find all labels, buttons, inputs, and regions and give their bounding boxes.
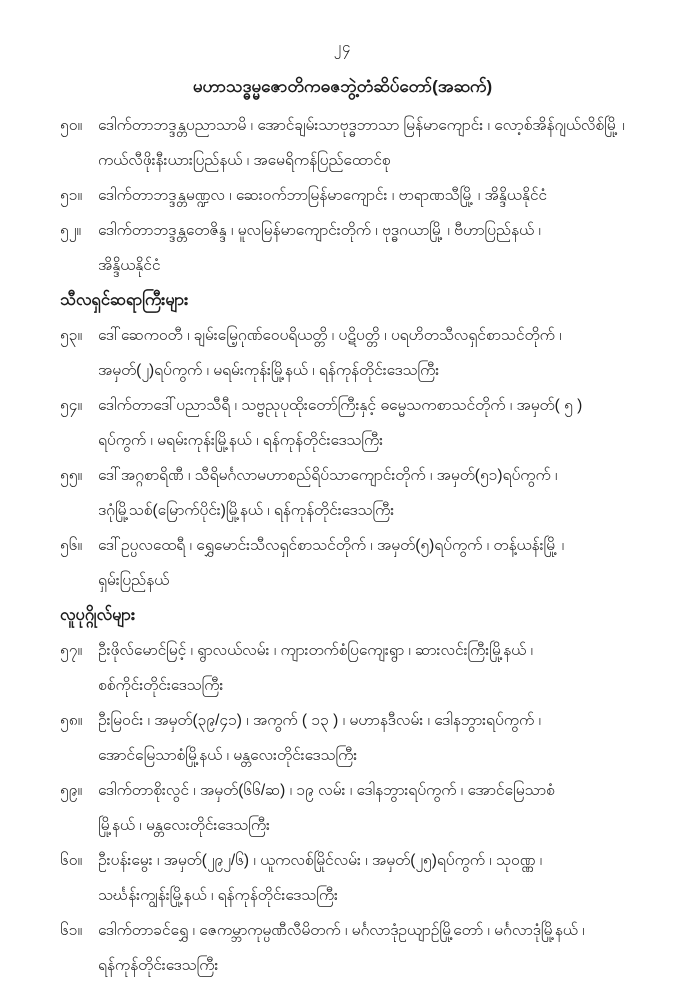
entry-continuation: စစ်ကိုင်းတိုင်းဒေသကြီး: [98, 677, 224, 694]
entry-continuation: မြို့နယ် ၊ မန္တလေးတိုင်းဒေသကြီး: [98, 817, 270, 834]
entry-text: ဦးပန်းမွေး ၊ အမှတ်(၂၉၂/၆) ၊ ယူကလစ်မြိုင်လမ်း ၊ အမှတ်(၂၅)ရပ်ကွက် ၊ သုဝဏ္ဏ ၊: [98, 852, 543, 869]
page-number: ၂၄: [333, 39, 352, 56]
entry-row: [60, 773, 625, 808]
entry-row: [60, 178, 625, 213]
entry-continuation: ရန်ကုန်တိုင်းဒေသကြီး: [98, 957, 219, 974]
entry-row: [60, 318, 625, 353]
entry-number: ၅၉။: [60, 782, 83, 799]
entry-text: ဒေါ်အဂ္ဂစာရိဏီ ၊ သီရိမင်္ဂလာမဟာစည်ရိပ်သာကျောင်းတိုက် ၊ အမှတ်(၅၁)ရပ်ကွက် ၊: [98, 467, 558, 484]
entry-row: [60, 213, 625, 248]
entry-continuation: အောင်မြေသာစံမြို့နယ် ၊ မန္တလေးတိုင်းဒေသကြီး: [98, 747, 358, 764]
entry-row: [60, 528, 625, 563]
entry-row: [60, 458, 625, 493]
entry-row: [60, 633, 625, 668]
entry-text: ဒေါ်ဆေကဝတီ ၊ ချမ်းမြေ့ဂုဏ်ဝေပရိယတ္တိ ၊ ပဋိပတ္တိ ၊ ပရဟိတသီလရှင်စာသင်တိုက် ၊: [98, 327, 562, 344]
entry-continuation: အမှတ်(၂)ရပ်ကွက် ၊ မရမ်းကုန်းမြို့နယ် ၊ ရန်ကုန်တိုင်းဒေသကြီး: [98, 362, 440, 379]
page-title: မဟာသဒ္ဓမ္မဇောတိကဓဇဘွဲ့တံဆိပ်တော်(အဆက်): [192, 77, 493, 96]
entry-text: ဒေါ်ဥပ္ပလထေရီ ၊ ရွှေမောင်းသီလရှင်စာသင်တိုက် ၊ အမှတ်(၅)ရပ်ကွက် ၊ တန့်ယန်းမြို့ ၊: [98, 537, 565, 554]
entry-text: ဒေါက်တာစိုးလွင် ၊ အမှတ်(၆၆/ဆ) ၊ ၁၉ လမ်း ၊ ဒေါနဘွားရပ်ကွက် ၊ အောင်မြေသာစံ: [98, 782, 555, 799]
entry-row: [60, 108, 625, 143]
entry-row: [60, 913, 625, 948]
entry-number: ၅၀။: [60, 117, 83, 134]
entry-number: ၅၅။: [60, 467, 83, 484]
entry-number: ၅၁။: [60, 187, 83, 204]
entry-text: ဦးဖိုလ်မောင်မြင့် ၊ ရွာလယ်လမ်း ၊ ကျားတက်စံပြကျေးရွာ ၊ ဆားလင်းကြီးမြို့နယ် ၊: [98, 642, 533, 659]
entry-number: ၅၂။: [60, 222, 82, 239]
entry-number: ၆၀။: [60, 852, 83, 869]
entry-continuation: ဒဂုံမြို့သစ်(မြောက်ပိုင်း)မြို့နယ် ၊ ရန်ကုန်တိုင်းဒေသကြီး: [98, 502, 395, 519]
entry-row: [60, 843, 625, 878]
entry-text: ဒေါက်တာဘဒ္ဒန္တတေဇိန္ဒ ၊ မူလမြန်မာကျောင်းတိုက် ၊ ဗုဒ္ဓဂယာမြို့ ၊ ဗီဟာပြည်နယ် ၊: [98, 222, 541, 239]
entry-text: ဦးမြဝင်း ၊ အမှတ်(၃၉/၄၁) ၊ အကွက် ( ၁၃ ) ၊ မဟာနဒီလမ်း ၊ ဒေါနဘွားရပ်ကွက် ၊: [98, 712, 541, 729]
entry-continuation: ရှမ်းပြည်နယ်: [98, 572, 170, 589]
entry-number: ၅၇။: [60, 642, 83, 659]
entry-number: ၅၄။: [60, 397, 83, 414]
entry-text: ဒေါက်တာခင်ရွှေ ၊ ဇေကမ္ဘာကုမ္ပဏီလီမိတက် ၊ မင်္ဂလာဒုံဥယျာဉ်မြို့တော် ၊ မင်္ဂလာဒုံမြို့နယ် ၊: [98, 922, 585, 939]
entry-text: ဒေါက်တာဘဒ္ဒန္တမဏ္ဍလ ၊ ဆေးဝက်ဘာမြန်မာကျောင်း ၊ ဗာရာဏသီမြို့ ၊ အိန္ဒိယနိုင်ငံ: [98, 187, 548, 204]
entry-row: [60, 388, 625, 423]
entry-continuation: ရပ်ကွက် ၊ မရမ်းကုန်းမြို့နယ် ၊ ရန်ကုန်တိုင်းဒေသကြီး: [98, 432, 384, 449]
entry-number: ၅၆။: [60, 537, 83, 554]
entry-continuation: အိန္ဒိယနိုင်ငံ: [98, 257, 161, 274]
entry-number: ၅၈။: [60, 712, 83, 729]
entry-number: ၆၁။: [60, 922, 83, 939]
entry-text: ဒေါက်တာဘဒ္ဒန္တပညာသာမိ ၊ အောင်ချမ်းသာဗုဒ္ဓဘာသာ မြန်မာကျောင်း ၊ လော့စ်အိန်ဂျယ်လိစ်မြို့ ၊: [98, 117, 625, 134]
entry-number: ၅၃။: [60, 327, 83, 344]
section-heading-nuns: သီလရှင်ဆရာကြီးများ: [60, 291, 189, 309]
entry-continuation: ကယ်လီဖိုးနီးယားပြည်နယ် ၊ အမေရိကန်ပြည်ထောင်စု: [98, 152, 391, 169]
section-heading-laypersons: လူပုဂ္ဂိုလ်များ: [60, 606, 136, 624]
entry-row: [60, 703, 625, 738]
entry-text: ဒေါက်တာဒေါ်ပညာသီရီ ၊ သဗ္ဗညုပုထိုးတော်ကြီးနှင့် ဓမ္မေသကစာသင်တိုက် ၊ အမှတ်( ၅ ): [98, 397, 583, 414]
entry-continuation: သင်္ဃန်းကျွန်းမြို့နယ် ၊ ရန်ကုန်တိုင်းဒေသကြီး: [98, 887, 338, 904]
